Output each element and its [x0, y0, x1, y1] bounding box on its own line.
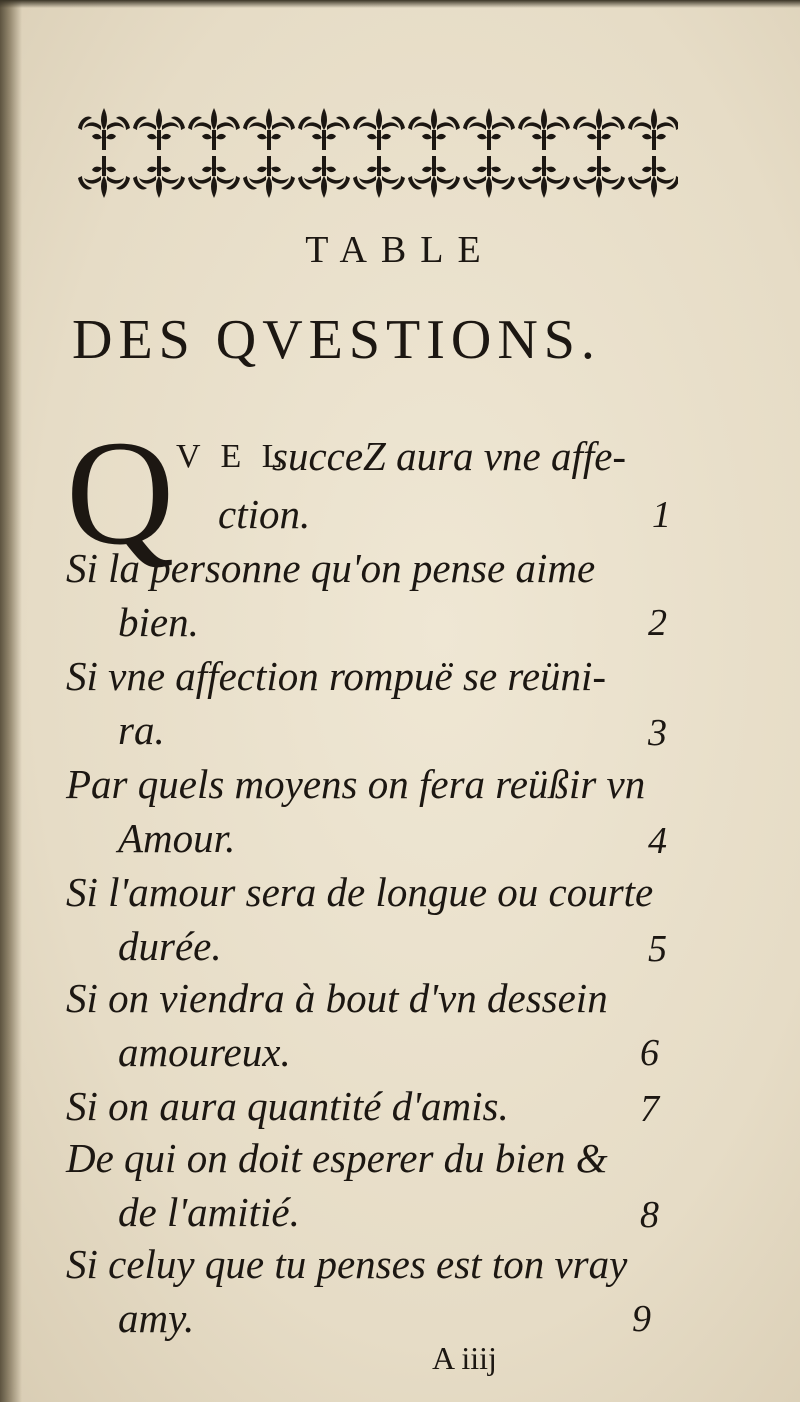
entry-4-page-number: 4 — [648, 820, 667, 862]
fleuron-motif — [408, 108, 460, 150]
fleuron-motif — [463, 108, 515, 150]
binding-edge — [0, 0, 22, 1402]
entry-1-line-2: ction. — [218, 491, 311, 537]
fleuron-motif — [353, 156, 405, 198]
fleuron-motif — [573, 156, 625, 198]
entry-5-page-number: 5 — [648, 928, 667, 970]
entry-3-line-2: ra. — [118, 707, 165, 753]
fleuron-motif — [133, 156, 185, 198]
entry-4-line-2: Amour. — [118, 815, 236, 861]
entry-2-line-2: bien. — [118, 599, 199, 645]
fleuron-motif — [188, 108, 240, 150]
fleuron-ornament-band — [76, 96, 678, 208]
entry-7-page-number: 7 — [640, 1088, 659, 1130]
fleuron-motif — [298, 108, 350, 150]
entry-9-line-1: Si celuy que tu penses est ton vray — [66, 1241, 628, 1287]
entry-3-line-1: Si vne affection rompuë se reüni- — [66, 653, 607, 699]
entry-1-line-1b: succeZ aura vne affe- — [272, 433, 627, 479]
fleuron-motif — [298, 156, 350, 198]
fleuron-motif — [243, 156, 295, 198]
entry-5-line-2: durée. — [118, 923, 222, 969]
entry-7-line-1: Si on aura quantité d'amis. — [66, 1083, 509, 1129]
fleuron-motif — [518, 108, 570, 150]
fleuron-motif — [518, 156, 570, 198]
entry-4-line-1: Par quels moyens on fera reüßir vn — [66, 761, 646, 807]
entry-2-page-number: 2 — [648, 602, 667, 644]
drop-cap-q: Q — [66, 410, 175, 576]
entry-1-line-1a: V E L — [176, 438, 289, 475]
entry-6-page-number: 6 — [640, 1032, 659, 1074]
page-top-edge — [0, 0, 800, 8]
entry-8-line-1: De qui on doit esperer du bien & — [66, 1135, 608, 1181]
fleuron-motif — [573, 108, 625, 150]
entry-5-line-1: Si l'amour sera de longue ou courte — [66, 869, 654, 915]
heading-table: TABLE — [305, 229, 495, 271]
entry-6-line-2: amoureux. — [118, 1029, 291, 1075]
fleuron-motif — [628, 108, 678, 150]
fleuron-motif — [628, 156, 678, 198]
fleuron-motif — [188, 156, 240, 198]
heading-des-questions: DES QVESTIONS. — [72, 309, 601, 371]
entry-6-line-1: Si on viendra à bout d'vn dessein — [66, 975, 608, 1021]
fleuron-motif — [463, 156, 515, 198]
entry-9-page-number: 9 — [632, 1298, 651, 1340]
fleuron-motif — [408, 156, 460, 198]
entry-9-line-2: amy. — [118, 1295, 195, 1341]
entry-3-page-number: 3 — [648, 712, 667, 754]
entry-1-page-number: 1 — [652, 494, 671, 536]
fleuron-motif — [78, 156, 130, 198]
fleuron-motif — [353, 108, 405, 150]
fleuron-motif — [243, 108, 295, 150]
fleuron-motif — [78, 108, 130, 150]
entry-8-page-number: 8 — [640, 1194, 659, 1236]
signature-mark: A iiij — [432, 1340, 497, 1376]
fleuron-motif — [133, 108, 185, 150]
entry-2-line-1: Si la personne qu'on pense aime — [66, 545, 596, 591]
entry-8-line-2: de l'amitié. — [118, 1189, 300, 1235]
